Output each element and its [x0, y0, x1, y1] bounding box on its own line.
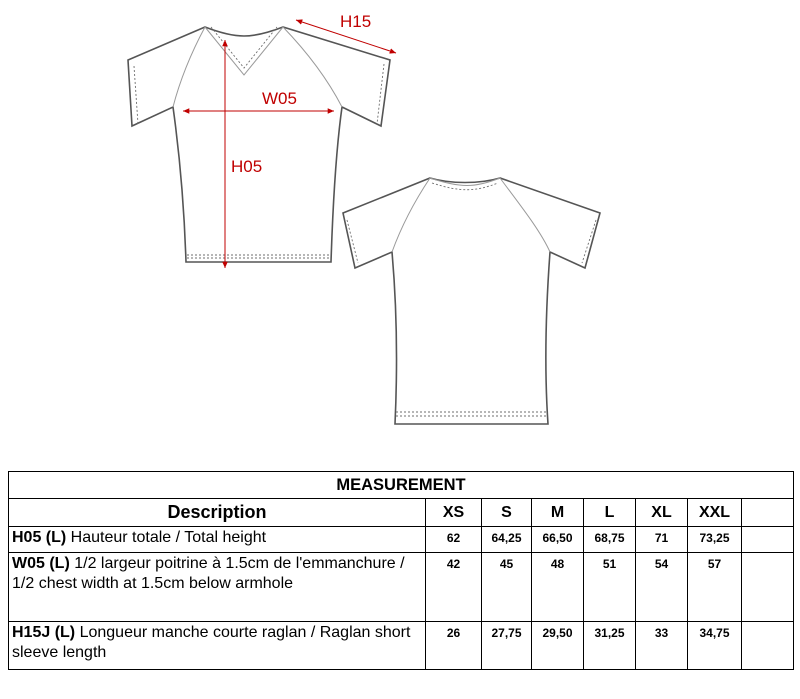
size-header: XL [636, 499, 688, 527]
row-description [9, 553, 426, 622]
svg-text:H05: H05 [231, 157, 263, 176]
measurement-table [8, 471, 794, 670]
size-header: L [584, 499, 636, 527]
table-cell: 51 [584, 553, 636, 622]
size-header: M [532, 499, 584, 527]
table-cell: 73,25 [688, 527, 742, 553]
table-title: MEASUREMENT [9, 472, 794, 499]
measurement-code: H15J (L) [12, 624, 76, 641]
table-cell: 29,50 [532, 622, 584, 670]
measurement-text: Hauteur totale / Total height [66, 529, 267, 546]
size-header: S [482, 499, 532, 527]
table-cell: 54 [636, 553, 688, 622]
empty-cell [742, 622, 794, 670]
row-description [9, 527, 426, 553]
table-cell: 71 [636, 527, 688, 553]
table-cell: 45 [482, 553, 532, 622]
table-row [9, 553, 794, 622]
back-view-tshirt [343, 178, 600, 424]
table-cell: 64,25 [482, 527, 532, 553]
table-row [9, 527, 794, 553]
size-header: XXL [688, 499, 742, 527]
svg-text:H15: H15 [340, 12, 372, 31]
measurement-text: Longueur manche courte raglan / Raglan short sleeve length [12, 624, 411, 661]
table-cell: 34,75 [688, 622, 742, 670]
size-header: XS [426, 499, 482, 527]
table-cell: 33 [636, 622, 688, 670]
measurement-code: H05 (L) [12, 529, 67, 546]
measurement-code: W05 (L) [12, 555, 70, 572]
table-cell: 66,50 [532, 527, 584, 553]
empty-cell [742, 553, 794, 622]
table-cell: 62 [426, 527, 482, 553]
table-cell: 27,75 [482, 622, 532, 670]
measurement-text: 1/2 largeur poitrine à 1.5cm de l'emmanchure / 1/2 chest width at 1.5cm below armhole [12, 555, 405, 592]
table-cell: 31,25 [584, 622, 636, 670]
row-description [9, 622, 426, 670]
table-cell: 48 [532, 553, 584, 622]
table-cell: 68,75 [584, 527, 636, 553]
table-cell: 26 [426, 622, 482, 670]
table-header-row [9, 499, 794, 527]
svg-text:W05: W05 [262, 89, 297, 108]
empty-cell [742, 527, 794, 553]
description-header: Description [9, 499, 426, 527]
table-cell: 57 [688, 553, 742, 622]
table-cell: 42 [426, 553, 482, 622]
table-row [9, 622, 794, 670]
empty-cell [742, 499, 794, 527]
